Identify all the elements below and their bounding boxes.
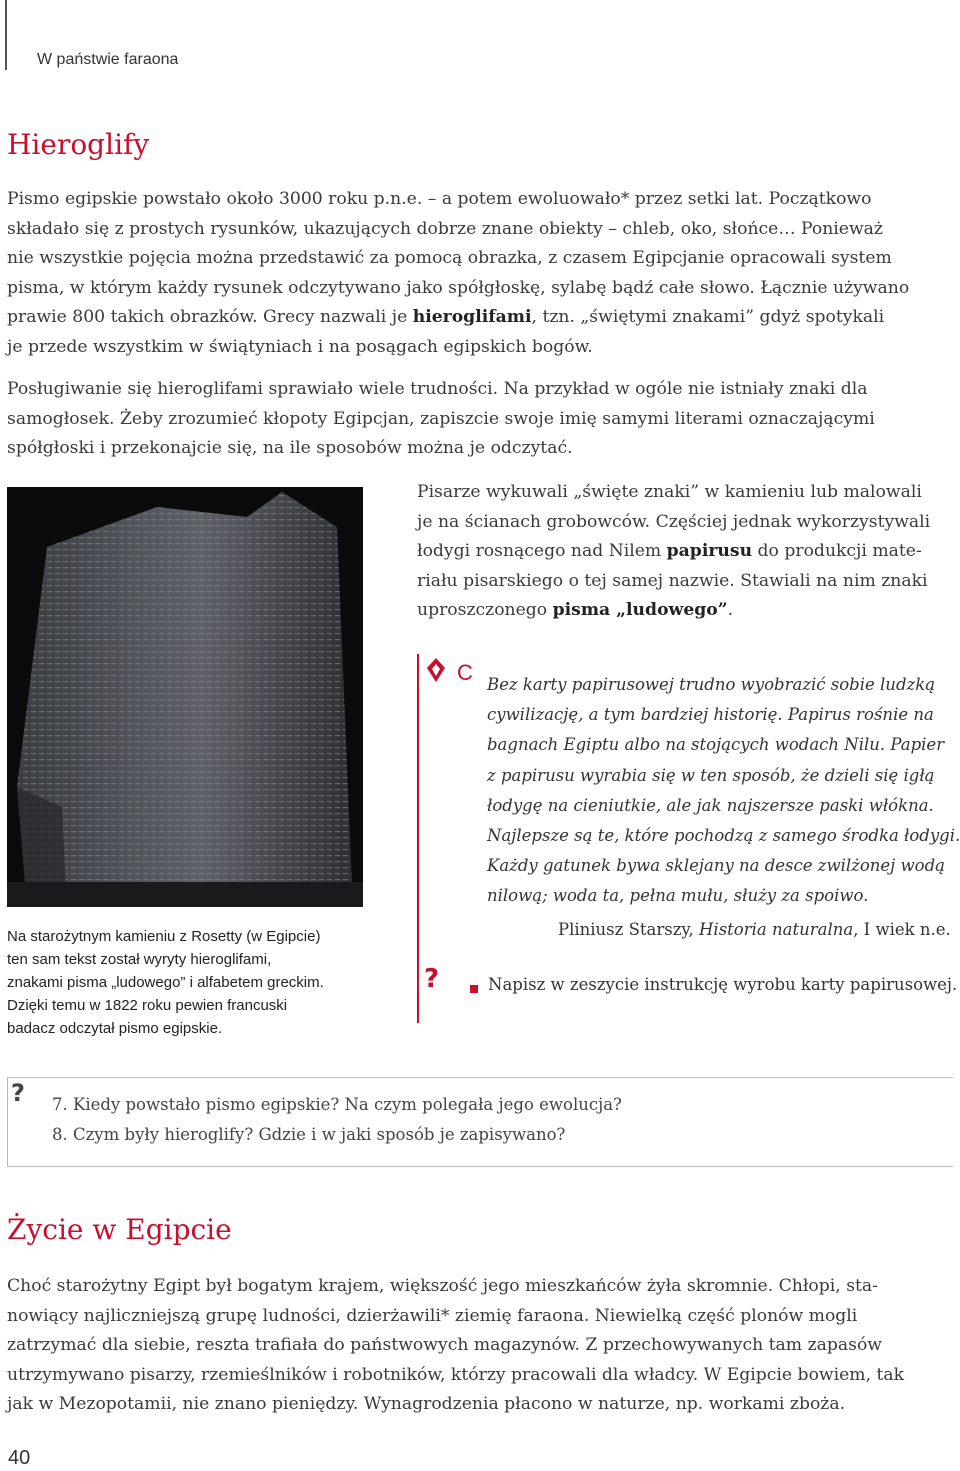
text-line: składało się z prostych rysunków, ukazujących dobrze znane obiekty – chleb, oko, słońce… Ponieważ bbox=[7, 218, 883, 239]
keyword-pismo-ludowe: pisma „ludowego” bbox=[552, 600, 728, 621]
text-line: zatrzymać dla siebie, reszta trafiała do państwowych magazynów. Z przechowywanych tam zapasów bbox=[7, 1335, 883, 1356]
text-span: . bbox=[727, 600, 734, 621]
running-head: W państwie faraona bbox=[37, 51, 179, 68]
photo-caption bbox=[7, 925, 367, 1040]
quote-line: Każdy gatunek bywa sklejany na desce zwilżonej wodą bbox=[487, 856, 945, 876]
source-quote bbox=[487, 670, 960, 912]
question-item: 7. Kiedy powstało pismo egipskie? Na czym polegała jego ewolucja? bbox=[52, 1095, 622, 1114]
source-attribution bbox=[558, 920, 951, 939]
section-title-zycie: Życie w Egipcie bbox=[7, 1213, 232, 1246]
text-span: , I wiek n.e. bbox=[853, 920, 951, 939]
task-question-mark: ? bbox=[424, 964, 440, 994]
text-line: samogłosek. Żeby zrozumieć kłopoty Egipcjan, zapiszcie swoje imię samymi literami oznaczającymi bbox=[7, 408, 875, 429]
source-letter: C bbox=[457, 660, 473, 685]
paragraph-difficulties bbox=[7, 375, 953, 464]
text-line bbox=[417, 537, 954, 567]
header-rule bbox=[5, 0, 7, 70]
quote-line: nilową; woda ta, pełna mułu, służy za spoiwo. bbox=[487, 886, 869, 906]
quote-line: Najlepsze są te, które pochodzą z samego środka łodygi. bbox=[487, 826, 960, 846]
page-number: 40 bbox=[8, 1447, 31, 1469]
text-line: nie wszystkie pojęcia można przedstawić za pomocą obrazka, z czasem Egipcjanie opracowali system bbox=[7, 248, 892, 269]
source-title: Historia naturalna bbox=[699, 920, 854, 939]
questions-bottom-rule bbox=[7, 1166, 953, 1167]
text-line: jak w Mezopotamii, nie znano pieniędzy. Wynagrodzenia płacono w naturze, np. workami zboża. bbox=[7, 1394, 846, 1415]
questions-list bbox=[52, 1090, 622, 1150]
text-span: Pliniusz Starszy, bbox=[558, 920, 700, 939]
text-span: prawie 800 takich obrazków. Grecy nazwali je bbox=[7, 307, 413, 328]
keyword-hieroglifami: hieroglifami bbox=[412, 307, 532, 328]
caption-line: Dzięki temu w 1822 roku pewien francuski bbox=[7, 997, 288, 1014]
task-text: Napisz w zeszycie instrukcję wyrobu karty papirusowej. bbox=[488, 975, 958, 994]
quote-line: łodygę na cieniutkie, ale jak najszersze paski włókna. bbox=[487, 795, 934, 815]
text-line: Choć starożytny Egipt był bogatym krajem, większość jego mieszkańców żyła skromnie. Chłopi, sta- bbox=[7, 1276, 878, 1296]
quote-line: cywilizację, a tym bardziej historię. Papirus rośnie na bbox=[487, 705, 934, 725]
quote-line: Bez karty papirusowej trudno wyobrazić sobie ludzką bbox=[487, 675, 936, 694]
text-span: uproszczonego bbox=[417, 600, 553, 621]
source-box-rule bbox=[417, 654, 419, 1023]
text-line: spółgłoski i przekonajcie się, na ile sposobów można je odczytać. bbox=[7, 438, 573, 459]
caption-line: ten sam tekst został wyryty hieroglifami, bbox=[7, 951, 272, 968]
rosetta-stone-illustration bbox=[7, 487, 363, 907]
text-line: Pismo egipskie powstało około 3000 roku p.n.e. – a potem ewoluowało* przez setki lat. Początkowo bbox=[7, 189, 872, 209]
text-span: , tzn. „świętymi znakami” gdyż spotykali bbox=[531, 307, 885, 328]
caption-line: Na starożytnym kamieniu z Rosetty (w Egipcie) bbox=[7, 928, 321, 945]
questions-top-rule bbox=[7, 1077, 953, 1078]
text-span: do produkcji mate- bbox=[752, 541, 922, 562]
text-line: utrzymywano pisarzy, rzemieślników i robotników, którzy pracowali dla władcy. W Egipcie bowiem, tak bbox=[7, 1364, 905, 1385]
text-line bbox=[417, 596, 954, 626]
paragraph-scribes bbox=[417, 478, 954, 626]
text-line: pisma, w którym każdy rysunek odczytywano jako spółgłoskę, sylabę bądź całe słowo. Łącznie używano bbox=[7, 277, 910, 298]
source-marker-icon bbox=[426, 658, 446, 692]
question-item: 8. Czym były hieroglify? Gdzie i w jaki sposób je zapisywano? bbox=[52, 1125, 566, 1144]
caption-line: znakami pisma „ludowego” i alfabetem greckim. bbox=[7, 974, 324, 991]
caption-line: badacz odczytał pismo egipskie. bbox=[7, 1020, 223, 1037]
text-line: je przede wszystkim w świątyniach i na posągach egipskich bogów. bbox=[7, 336, 593, 357]
text-line bbox=[7, 303, 953, 333]
quote-line: z papirusu wyrabia się w ten sposób, że dzieli się igłą bbox=[487, 765, 935, 785]
text-line: Pisarze wykuwali „święte znaki” w kamieniu lub malowali bbox=[417, 482, 922, 502]
text-line: Posługiwanie się hieroglifami sprawiało wiele trudności. Na przykład w ogóle nie istniały znaki dla bbox=[7, 379, 868, 399]
section-title-hieroglify: Hieroglify bbox=[7, 128, 150, 161]
questions-left-rule bbox=[7, 1077, 8, 1167]
text-span: łodygi rosnącego nad Nilem bbox=[417, 541, 667, 562]
quote-line: bagnach Egiptu albo na stojących wodach Nilu. Papier bbox=[487, 735, 945, 755]
text-line: nowiący najliczniejszą grupę ludności, dzierżawili* ziemię faraona. Niewielką część plonów mogli bbox=[7, 1305, 858, 1326]
task-bullet bbox=[470, 985, 478, 993]
keyword-papirusu: papirusu bbox=[666, 541, 753, 562]
rosetta-stone-photo bbox=[7, 487, 363, 907]
paragraph-intro bbox=[7, 185, 953, 363]
paragraph-life bbox=[7, 1272, 953, 1420]
text-line: riału pisarskiego o tej samej nazwie. Stawiali na nim znaki bbox=[417, 570, 928, 591]
text-line: je na ścianach grobowców. Częściej jednak wykorzystywali bbox=[417, 511, 931, 532]
questions-mark: ? bbox=[11, 1079, 25, 1107]
